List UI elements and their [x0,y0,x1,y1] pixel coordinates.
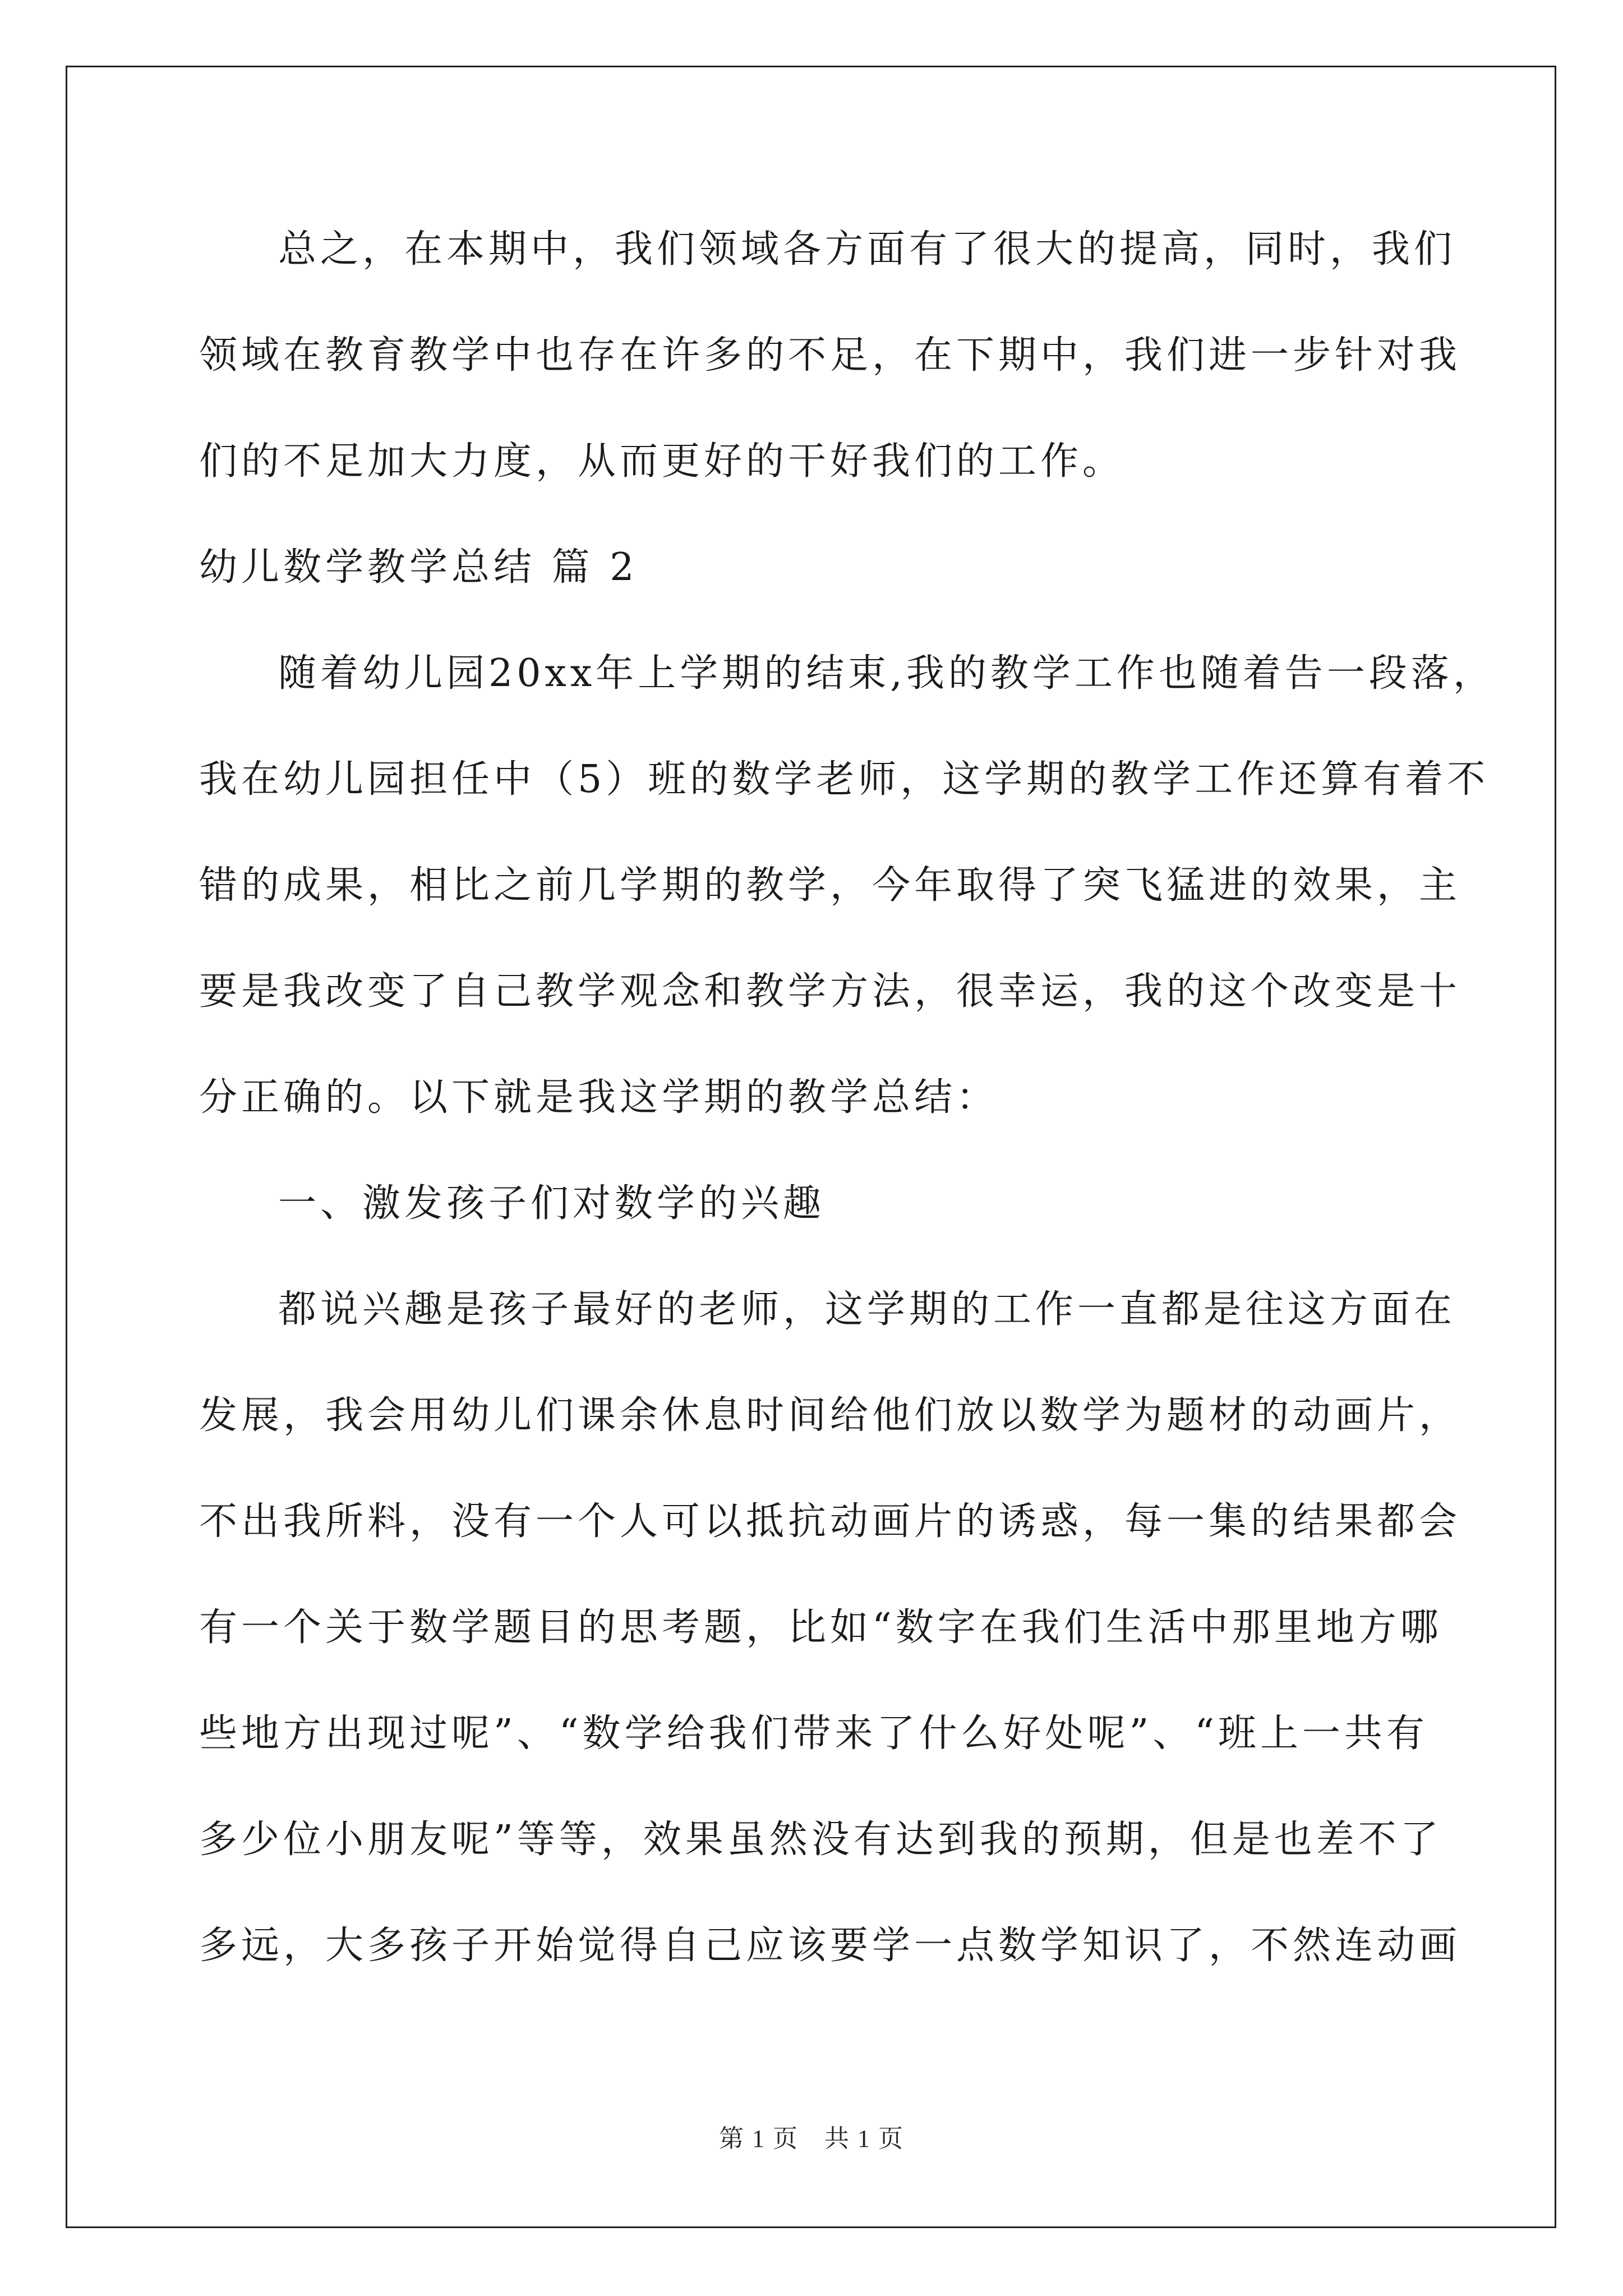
paragraph-1-line-2: 领域在教育教学中也存在许多的不足，在下期中，我们进一步针对我 [199,333,1461,378]
paragraph-2-line-2: 我在幼儿园担任中（5）班的数学老师，这学期的教学工作还算有着不 [199,757,1490,802]
paragraph-2-line-5: 分正确的。以下就是我这学期的教学总结： [199,1075,999,1120]
paragraph-3-line-7: 多远，大多孩子开始觉得自己应该要学一点数学知识了，不然连动画 [199,1924,1461,1968]
paragraph-3-line-6: 多少位小朋友呢”等等，效果虽然没有达到我的预期，但是也差不了 [199,1818,1442,1862]
page-number-footer: 第 1 页 共 1 页 [719,2125,904,2152]
paragraph-3-line-3: 不出我所料，没有一个人可以抵抗动画片的诱惑，每一集的结果都会 [199,1499,1461,1544]
paragraph-3-line-5: 些地方出现过呢”、“数学给我们带来了什么好处呢”、“班上一共有 [199,1711,1429,1756]
paragraph-1-line-1: 总之，在本期中，我们领域各方面有了很大的提高，同时，我们 [278,227,1456,272]
subheading-1: 一、激发孩子们对数学的兴趣 [278,1181,826,1226]
paragraph-3-line-1: 都说兴趣是孩子最好的老师，这学期的工作一直都是往这方面在 [278,1287,1456,1332]
page-border [66,66,1556,2228]
paragraph-3-line-4: 有一个关于数学题目的思考题，比如“数字在我们生活中那里地方哪 [199,1605,1442,1650]
paragraph-2-line-1: 随着幼儿园20xx年上学期的结束,我的教学工作也随着告一段落， [278,651,1495,696]
section-heading: 幼儿数学教学总结 篇 2 [199,545,638,590]
paragraph-3-line-2: 发展，我会用幼儿们课余休息时间给他们放以数学为题材的动画片， [199,1393,1461,1438]
paragraph-1-line-3: 们的不足加大力度，从而更好的干好我们的工作。 [199,439,1125,484]
paragraph-2-line-3: 错的成果，相比之前几学期的教学，今年取得了突飞猛进的效果，主 [199,863,1461,908]
paragraph-2-line-4: 要是我改变了自己教学观念和教学方法，很幸运，我的这个改变是十 [199,969,1461,1014]
